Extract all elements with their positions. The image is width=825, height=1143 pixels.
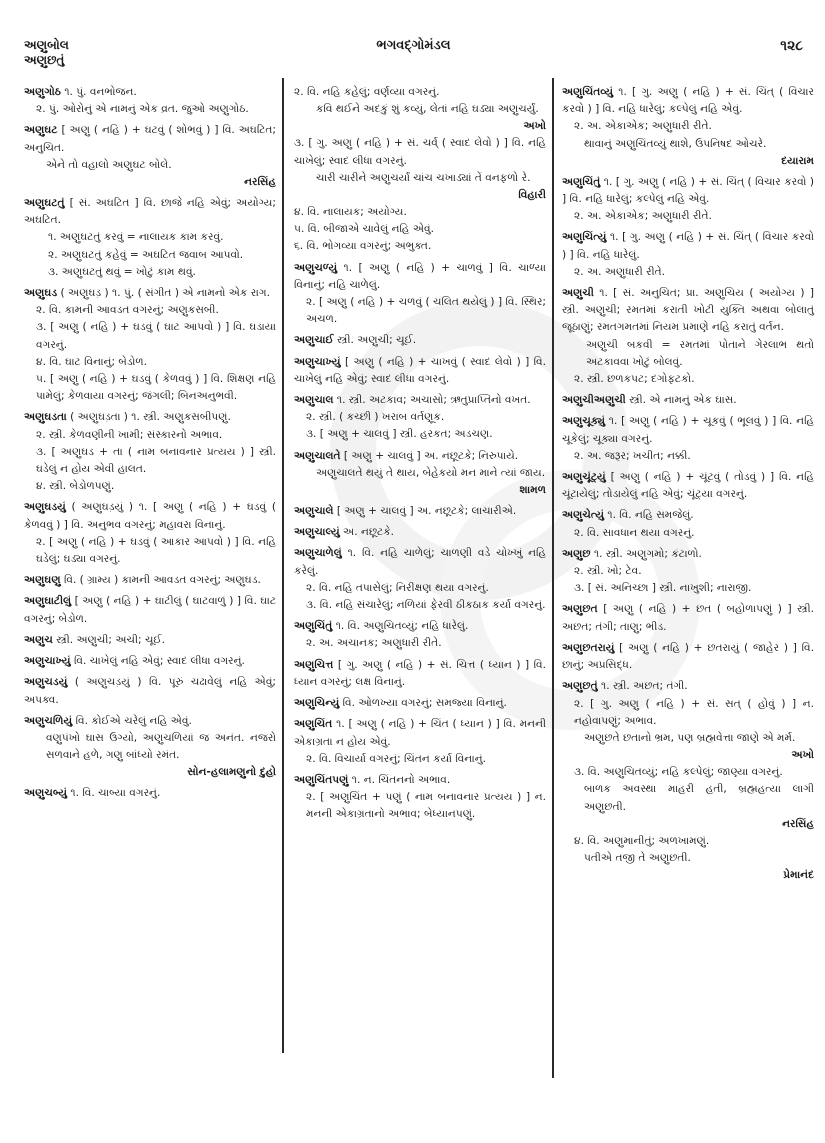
entry-definition — [24, 499, 276, 533]
sense-line: ૨. અ. અણુધારી રીતે. — [574, 265, 666, 278]
sense-line: ૩. [ અણુ ( નહિ ) + ઘડવું ( ઘાટ આપવો ) ] વિ. ઘડાયા વગરનું. — [36, 321, 276, 351]
definition-text: ( અણુઘડ઼યું ) ૧. [ અણુ ( નહિ ) + ઘડવું ( કેળવવું ) ] વિ. અનુભવ વગરનું; મહાવરા વિનાનું. — [24, 501, 276, 531]
definition-text: ૧. [ સં. અનુચિત; પ્રા. અણુચિય ( અયોગ્ય ) ] સ્ત્રી. અણુચી; રમતમાં કરાતી ખોટી યુક્તિ અથવા બોલાતું જૂઠાણું; રમતગમતમાં નિયમ પ્રમાણે નહિ કરાતું વર્તન. — [562, 287, 814, 334]
definition-text: ૧. [ ગુ. અણુ ( નહિ ) + સં. ચિંત્ ( વિચાર કરવો ) ] વિ. નહિ ધારેલું; કલ્પેલું નહિ એવું. — [562, 86, 814, 116]
dictionary-entry — [24, 632, 276, 649]
entry-definition — [24, 632, 276, 649]
dictionary-entry — [294, 524, 546, 541]
citation-quote — [562, 781, 814, 832]
sense-line: ૨. વિ. સાવધાન થયા વગરનું. — [574, 526, 695, 539]
entry-definition — [294, 354, 546, 388]
dictionary-entry — [562, 469, 814, 503]
dictionary-entry — [294, 392, 546, 444]
definition-text: સ્ત્રી. અણુચી; અચી; ચૂઈ. — [56, 633, 165, 646]
sense-line: ૨. [ ગુ. અણુ ( નહિ ) + સં. સત્ ( હોવું ) ] ન. નહોવાપણું; અભાવ. — [574, 697, 814, 727]
dictionary-entry — [562, 174, 814, 226]
sense-line: ૨. સ્ત્રી. કેળવણીની ખામી; સંસ્કારનો અભાવ. — [36, 428, 223, 441]
dictionary-entry — [562, 640, 814, 674]
headword: અણુછતું — [562, 680, 598, 693]
column-divider-1 — [282, 78, 284, 1053]
definition-text: [ અણુ ( નહિ ) + ચૂંટવું ( તોડવું ) ] વિ. નહિ ચૂંટાયેલું; તોડાયેલું નહિ એવું; ચૂંટ્યા વગરનું. — [562, 471, 814, 501]
definition-text: અ. નછૂટકે. — [343, 526, 395, 539]
sense-line: ૩. [ અણુ + ચાલવું ] સ્ત્રી. હરકત; અડચણ. — [306, 428, 493, 441]
entry-definition — [562, 413, 814, 447]
quote-source: નરસિંહ — [244, 176, 276, 189]
entry-definition — [24, 122, 276, 156]
sense-line: ૫. વિ. બીજાએ ચાવેલું નહિ એવું. — [294, 223, 434, 236]
dictionary-entry — [24, 122, 276, 191]
definition-text: ૧. વિ. ચાબ્યા વગરનું. — [70, 787, 161, 800]
definition-text: ૧. [ અણુ ( નહિ ) + ચાળવું ] વિ. ચાળ્યા વિનાનું; નહિ ચાળેલું. — [294, 261, 547, 291]
entry-definition — [294, 716, 546, 750]
idiom-line: ૧. અણુઘટતું કરવું = નાલાયક કામ કરવું. — [48, 231, 224, 244]
sense-line: ૩. [ સં. અનિચ્છા ] સ્ત્રી. નાખુશી; નારાજી. — [574, 582, 752, 595]
dictionary-entry — [24, 653, 276, 670]
quote-text: અણુચાલતે થયું તે થાય, બેહેકયો મન માને ત્યાં જાય. — [316, 466, 546, 479]
sense-line: ૨. અ. અચાનક; અણુધારી રીતે. — [306, 637, 442, 650]
citation-quote — [24, 730, 276, 781]
headword: અણુચાઈ — [294, 334, 334, 347]
definition-text: ૧. સ્ત્રી. અછત; તંગી. — [601, 680, 688, 693]
headword: અણુચિંતપણું — [294, 773, 349, 786]
definition-text: [ અણુ ( નહિ ) + ચાખવું ( સ્વાદ લેવો ) ] વિ. ચાખેલું નહિ એવું; સ્વાદ લીધા વગરનું. — [294, 355, 546, 385]
definition-text: સ્ત્રી. એ નામનું એક ઘાસ. — [629, 394, 737, 407]
entry-definition — [24, 713, 276, 730]
headword: અણુછતરાયું — [562, 641, 615, 654]
headword: અણુચિત્ત — [294, 658, 334, 671]
definition-text: ( અણુઘડ઼ ) ૧. પું. ( સંગીત ) એ નામનો એક રાગ. — [60, 287, 270, 300]
entry-definition — [562, 285, 814, 337]
headword: અણુઘડ — [24, 287, 58, 300]
sense-line: ૨. સ્ત્રી. ( કચ્છી ) ખરાબ વર્તણૂક. — [306, 411, 445, 424]
entry-definition — [294, 618, 546, 635]
citation-quote — [294, 101, 546, 135]
definition-text: ૧. વિ. નહિ ચાળેલું; ચાળણી વડે ચોખ્ખું નહિ કરેલું. — [294, 547, 546, 577]
headword: અણુચિંત — [294, 718, 333, 731]
quote-source: નરસિંહ — [782, 817, 814, 830]
entry-definition — [294, 695, 546, 712]
definition-text: ૧. વિ. અણુચિતવ્યું; નહિ ધારેલું. — [335, 620, 469, 633]
entry-definition — [294, 503, 546, 520]
headword: અણુઘટતું — [24, 197, 65, 210]
headword: અણુચિંતવ્યું — [562, 86, 614, 98]
dictionary-entry — [294, 695, 546, 712]
headword: અણુચીઅણુચી — [562, 394, 626, 407]
headword: અણુચાલ્યું — [294, 526, 340, 539]
definition-text: ૧. પું. વનભોજન. — [64, 86, 137, 98]
entry-definition — [562, 678, 814, 695]
quote-source: સોન-હલામણુનો દુહો — [187, 766, 276, 779]
entry-definition — [24, 285, 276, 302]
sense-line: ૫. [ અણુ ( નહિ ) + ઘડવું ( કેળવવું ) ] વિ. શિક્ષણ નહિ પામેલું; કેળવાયા વગરનું; જંગલી; બિનઅનુભવી. — [36, 373, 276, 403]
quote-source: દયારામ — [781, 154, 814, 167]
headword: અણુઘડતા — [24, 411, 67, 424]
entry-definition — [24, 593, 276, 627]
citation-quote — [294, 170, 546, 204]
entry-definition — [24, 409, 276, 426]
entry-definition — [562, 601, 814, 635]
entry-definition — [24, 195, 276, 229]
headword: અણુચિન્યું — [294, 697, 340, 710]
sense-line: ૨. પું. ઓરોનું એ નામનું એક વ્રત. જુઓ અણુગોઠ. — [36, 103, 249, 116]
definition-text: વિ. ઓળખ્યા વગરનું; સમજ્યા વિનાનું. — [342, 697, 507, 710]
dictionary-entry — [24, 285, 276, 405]
idiom-line: ૨. અણુઘટતું કહેવું = અઘટિત જવાબ આપવો. — [48, 248, 244, 261]
dictionary-entry — [562, 507, 814, 541]
quote-text: પતીએ તજી તે અણુછતી. — [584, 851, 691, 864]
headword: અણુચાળેલું — [294, 547, 342, 560]
quote-source: વિહારી — [518, 189, 546, 202]
dictionary-entry — [294, 618, 546, 652]
dictionary-entry — [562, 678, 814, 884]
citation-quote — [24, 157, 276, 191]
quote-text: કવિ થઈને અદકું શું કવ્યું, લેતાં નહિ ઘડ્યા અણુચર્યું. — [316, 103, 539, 116]
definition-text: [ સં. અઘટિત ] વિ. છાજે નહિ એવું; અયોગ્ય; અઘટિત. — [24, 197, 276, 227]
sense-line: ૨. અ. એકાએક; અણુધારી રીતે. — [574, 120, 712, 133]
entry-definition — [24, 674, 276, 708]
definition-text: [ અણુ ( નહિ ) + છત ( બહોળાપણું ) ] સ્ત્રી. અછત; તંગી; તાણુ; ભીડ. — [562, 603, 814, 633]
entry-definition — [294, 657, 546, 691]
quote-source: અખો — [791, 749, 814, 762]
sense-line: ૪. સ્ત્રી. બેડોળપણું. — [36, 480, 115, 493]
definition-text: વિ. ( ગ્રામ્ય ) કામની આવડત વગરનું; અણુઘડ. — [63, 574, 261, 587]
entry-definition — [562, 640, 814, 674]
dictionary-entry — [294, 332, 546, 349]
sense-line: ૩. વિ. અણુચિતવ્યું; નહિ કલ્પેલું; જાણ્યા વગરનું. — [574, 766, 783, 779]
definition-text: ૧. [ ગુ. અણુ ( નહિ ) + સં. ચિંત્ ( વિચાર કરવો ) ] વિ. નહિ ધારેલું. — [562, 231, 814, 261]
guide-word-first: અણુબોલ — [24, 38, 69, 52]
sense-line: ૬. વિ. ભોગવ્યા વગરનું; અભુક્ત. — [294, 240, 432, 253]
quote-text: અણુછતે છતાનો ભ્રમ, પણ બ્રહ્મવેત્તા જાણે એ મર્મ. — [584, 731, 796, 744]
dictionary-entry — [294, 716, 546, 768]
dictionary-entry — [562, 546, 814, 598]
dictionary-entry — [24, 593, 276, 627]
definition-text: ( અણુઘડ઼તા ) ૧. સ્ત્રી. અણુકસબીપણું. — [70, 411, 231, 424]
dictionary-entry — [294, 772, 546, 824]
headword: અણુચાલતે — [294, 449, 341, 462]
entry-definition — [24, 572, 276, 589]
definition-text: ૧. [ ગુ. અણુ ( નહિ ) + સં. ચિંત્ ( વિચાર કરવો ) ] વિ. નહિ ધારેલું; કલ્પેલું નહિ એવું. — [562, 175, 815, 206]
dictionary-entry — [562, 285, 814, 388]
quote-text: વણુપંખો ઘાસ ઉગ્યો, અણુચળિયાં જ અનંત. નજરો સળવાને હળે, ગણુ બાંધ્યો રમંત. — [46, 731, 276, 762]
citation-quote — [562, 136, 814, 170]
entry-definition — [294, 524, 546, 541]
headword: અણુગોઠ — [24, 86, 61, 98]
dictionary-entry — [562, 601, 814, 635]
entry-definition — [562, 229, 814, 263]
dictionary-entry — [24, 84, 276, 118]
dictionary-entry — [24, 713, 276, 782]
sense-line: ૨. સ્ત્રી. ખો; ટેવ. — [574, 565, 642, 578]
headword: અણુચેત્યું — [562, 509, 604, 522]
definition-text: ૧. વિ. નહિ સમજેલું. — [607, 509, 694, 522]
definition-text: ૧. સ્ત્રી. અણુગમો; કંટાળો. — [593, 547, 702, 560]
definition-text: ૧. ન. ચિંતનનો અભાવ. — [351, 773, 451, 786]
citation-quote — [562, 730, 814, 764]
dictionary-entry — [294, 657, 546, 691]
entry-definition — [562, 174, 814, 208]
dictionary-entry — [294, 448, 546, 499]
headword: અણુચબ્યું — [24, 787, 68, 800]
dictionary-entry — [562, 229, 814, 281]
definition-text: સ્ત્રી. અણુચી; ચૂઈ. — [337, 334, 417, 347]
idiom-line: અણુચી બકવી = રમતમાં પોતાને ગેરલાભ થતો અટકાવવા ખોટું બોલવું. — [586, 338, 814, 368]
citation-quote — [562, 850, 814, 884]
quote-text: એને તો વહાલો અણુઘટ બોલે. — [46, 158, 172, 171]
dictionary-entry — [294, 84, 546, 256]
guide-word-last: અણુછતું — [24, 53, 65, 67]
dictionary-entry — [294, 545, 546, 614]
definition-text: ૧. [ અણુ ( નહિ ) + ચૂકવું ( ભૂલવું ) ] વિ. નહિ ચૂકેલું; ચૂક્યા વગરનું. — [562, 415, 815, 445]
headword: અણુઘાટીલું — [24, 595, 72, 608]
dictionary-entry — [24, 785, 276, 802]
dictionary-entry — [24, 674, 276, 708]
headword: અણુચાલ — [294, 394, 334, 407]
page-header — [24, 38, 803, 67]
citation-quote — [294, 465, 546, 499]
sense-line: ૨. [ અણુચિંત + પણું ( નામ બનાવનાર પ્રત્યય ) ] ન. મનની એકાગ્રતાનો અભાવ; બેધ્યાનપણું. — [306, 791, 546, 821]
headword: અણુચૂક્યું — [562, 415, 605, 428]
column-3 — [562, 84, 814, 888]
sense-line: ૨. અ. જરૂર; ખચીત; નક્કી. — [574, 449, 691, 462]
entry-definition — [562, 546, 814, 563]
headword: અણુચડયું — [24, 676, 68, 689]
entry-definition — [562, 507, 814, 524]
entry-definition — [294, 260, 546, 294]
headword: અણુચિંતું — [294, 620, 333, 633]
sense-line: ૩. [ અણુઘડ + તા ( નામ બનાવનાર પ્રત્યય ) ] સ્ત્રી. ઘડેલું ન હોય એવી હાલત. — [36, 445, 276, 476]
definition-text: [ અણુ ( નહિ ) + છતરાયું ( જાહેર ) ] વિ. છાનું; અપ્રસિદ્ધ. — [562, 641, 815, 672]
quote-text: બાળક અવસ્થા માહરી હતી, બ્રહ્મહત્યા લાગી અણુછતી. — [584, 783, 814, 813]
quote-text: થાવાનું અણુચિંતવ્યું થાશે, ઉપનિષદ ઓચરે. — [584, 137, 767, 150]
idiom-line: ૩. અણુઘટતું થવું = ખોટું કામ થવું. — [48, 265, 196, 278]
headword: અણુચાલે — [294, 505, 334, 518]
headword: અણુચિંતું — [562, 175, 601, 188]
quote-source: શામળ — [519, 484, 546, 497]
headword: અણુઘડયું — [24, 501, 66, 514]
sense-line: ૪. વિ. નાલાયક; અયોગ્ય. — [294, 206, 407, 219]
sense-line: ૪. વિ. અણુમાનીતું; અળખામણું. — [574, 834, 710, 847]
definition-text: [ અણુ ( નહિ ) + ઘટવું ( શોભવું ) ] વિ. અઘટિત; અનુચિત. — [24, 124, 277, 154]
headword: અણુચાખ્યું — [294, 355, 341, 368]
headword: અણુછત — [562, 603, 598, 616]
dictionary-entry — [562, 413, 814, 465]
sense-line: ૨. [ અણુ ( નહિ ) + ઘડવું ( આકાર આપવો ) ] વિ. નહિ ઘડેલું; ઘડ્યા વગરનું. — [36, 535, 276, 566]
sense-line: ૨. [ અણુ ( નહિ ) + ચળવું ( ચલિત થયેલું ) ] વિ. સ્થિર; અચળ. — [306, 296, 546, 326]
entry-definition — [24, 84, 276, 101]
definition-text: વિ. ચાખેલું નહિ એવું; સ્વાદ લીધા વગરનું. — [73, 655, 245, 668]
definition-text: [ અણુ ( નહિ ) + ઘાટીલું ( ઘાટવાળું ) ] વિ. ઘાટ વગરનું; બેડોળ. — [24, 595, 276, 625]
headword: અણુચી — [562, 287, 594, 300]
dictionary-title: ભગવદ્ગોમંડલ — [376, 38, 451, 53]
column-2 — [294, 84, 546, 828]
definition-text: ( અણુચડ઼યું ) વિ. પૂરું ચઢાવેલું નહિ એવું; અપક્વ. — [24, 676, 276, 706]
headword: અણુચાખ્યું — [24, 655, 71, 668]
sense-line: ૨. વિ. નહિ તપાસેલું; નિરીક્ષણ થયા વગરનું. — [306, 581, 489, 594]
definition-text: ૧. [ અણુ ( નહિ ) + ચિંત ( ધ્યાન ) ] વિ. મનની એકાગ્રતા ન હોય એવું. — [294, 718, 546, 748]
column-divider-2 — [552, 78, 554, 1078]
definition-text: [ અણુ + ચાલવું ] અ. નછૂટકે; લાચારીએ. — [336, 505, 517, 518]
headword: અણુઘટ — [24, 124, 58, 137]
page-number: ૧૨૮ — [780, 38, 803, 54]
entry-definition — [294, 545, 546, 579]
quote-text: ચારી ચારીને અણુચર્યાં ચાંચ ચખાડ્યાં તેં વનફળો રે. — [316, 171, 531, 184]
sense-line: ૩. [ ગુ. અણુ ( નહિ ) + સં. ચર્વ્ ( સ્વાદ લેવો ) ] વિ. નહિ ચાખેલું; સ્વાદ લીધા વગરનું. — [294, 137, 546, 167]
headword: અણુચૂંટ્યું — [562, 471, 606, 484]
sense-line: ૪. વિ. ઘાટ વિનાનું; બેડોળ. — [36, 355, 147, 368]
definition-text: ૧. સ્ત્રી. અટકાવ; અચાસો; ઋતુપ્રાપ્તિનો વખત. — [336, 394, 531, 407]
entry-definition — [562, 84, 814, 118]
headword: અણુચિંત્યું — [562, 231, 607, 244]
headword: અણુચળ્યું — [294, 261, 338, 274]
headword: અણુઘણુ — [24, 574, 61, 587]
sense-line: ૨. વિ. કામની આવડત વગરનું; અણુકસબી. — [36, 304, 219, 317]
entry-definition — [562, 392, 814, 409]
entry-definition — [24, 785, 276, 802]
sense-line: ૨. અ. એકાએક; અણુધારી રીતે. — [574, 210, 712, 223]
quote-source: પ્રેમાનંદ — [783, 869, 814, 882]
dictionary-entry — [294, 354, 546, 388]
headword: અણુચ — [24, 633, 53, 646]
entry-definition — [294, 772, 546, 789]
dictionary-entry — [24, 572, 276, 589]
dictionary-entry — [294, 503, 546, 520]
dictionary-entry — [562, 392, 814, 409]
definition-text: [ અણુ + ચાલવું ] અ. નછૂટકે; નિરુપાયે. — [343, 449, 519, 462]
sense-line: ૨. વિ. નહિ કહેલું; વર્ણવ્યા વગરનું. — [294, 86, 440, 98]
column-1 — [24, 84, 276, 807]
definition-text: [ ગુ. અણુ ( નહિ ) + સં. ચિત્ત ( ધ્યાન ) ] વિ. ધ્યાન વગરનું; લક્ષ વિનાનું. — [294, 658, 546, 688]
headword: અણુચળિયું — [24, 714, 73, 727]
dictionary-entry — [294, 260, 546, 329]
sense-line: ૨. વિ. વિચાર્યા વગરનું; ચિંતન કર્યા વિનાનું. — [306, 752, 487, 765]
dictionary-entry — [24, 195, 276, 281]
dictionary-entry — [24, 409, 276, 495]
dictionary-entry — [24, 499, 276, 568]
entry-definition — [294, 332, 546, 349]
definition-text: વિ. કોઈએ ચરેલું નહિ એવું. — [75, 714, 192, 727]
sense-line: ૨. સ્ત્રી. છળકપટ; દગોફટકો. — [574, 373, 695, 386]
quote-source: અખો — [523, 120, 546, 133]
entry-definition — [294, 448, 546, 465]
entry-definition — [24, 653, 276, 670]
dictionary-entry — [562, 84, 814, 170]
sense-line: ૩. વિ. નહિ સંચારેલું; નળિયાં ફેરવી ઠીકઠાક કર્યા વગરનું. — [306, 599, 546, 612]
headword: અણુછ — [562, 547, 591, 560]
entry-definition — [294, 392, 546, 409]
entry-definition — [562, 469, 814, 503]
